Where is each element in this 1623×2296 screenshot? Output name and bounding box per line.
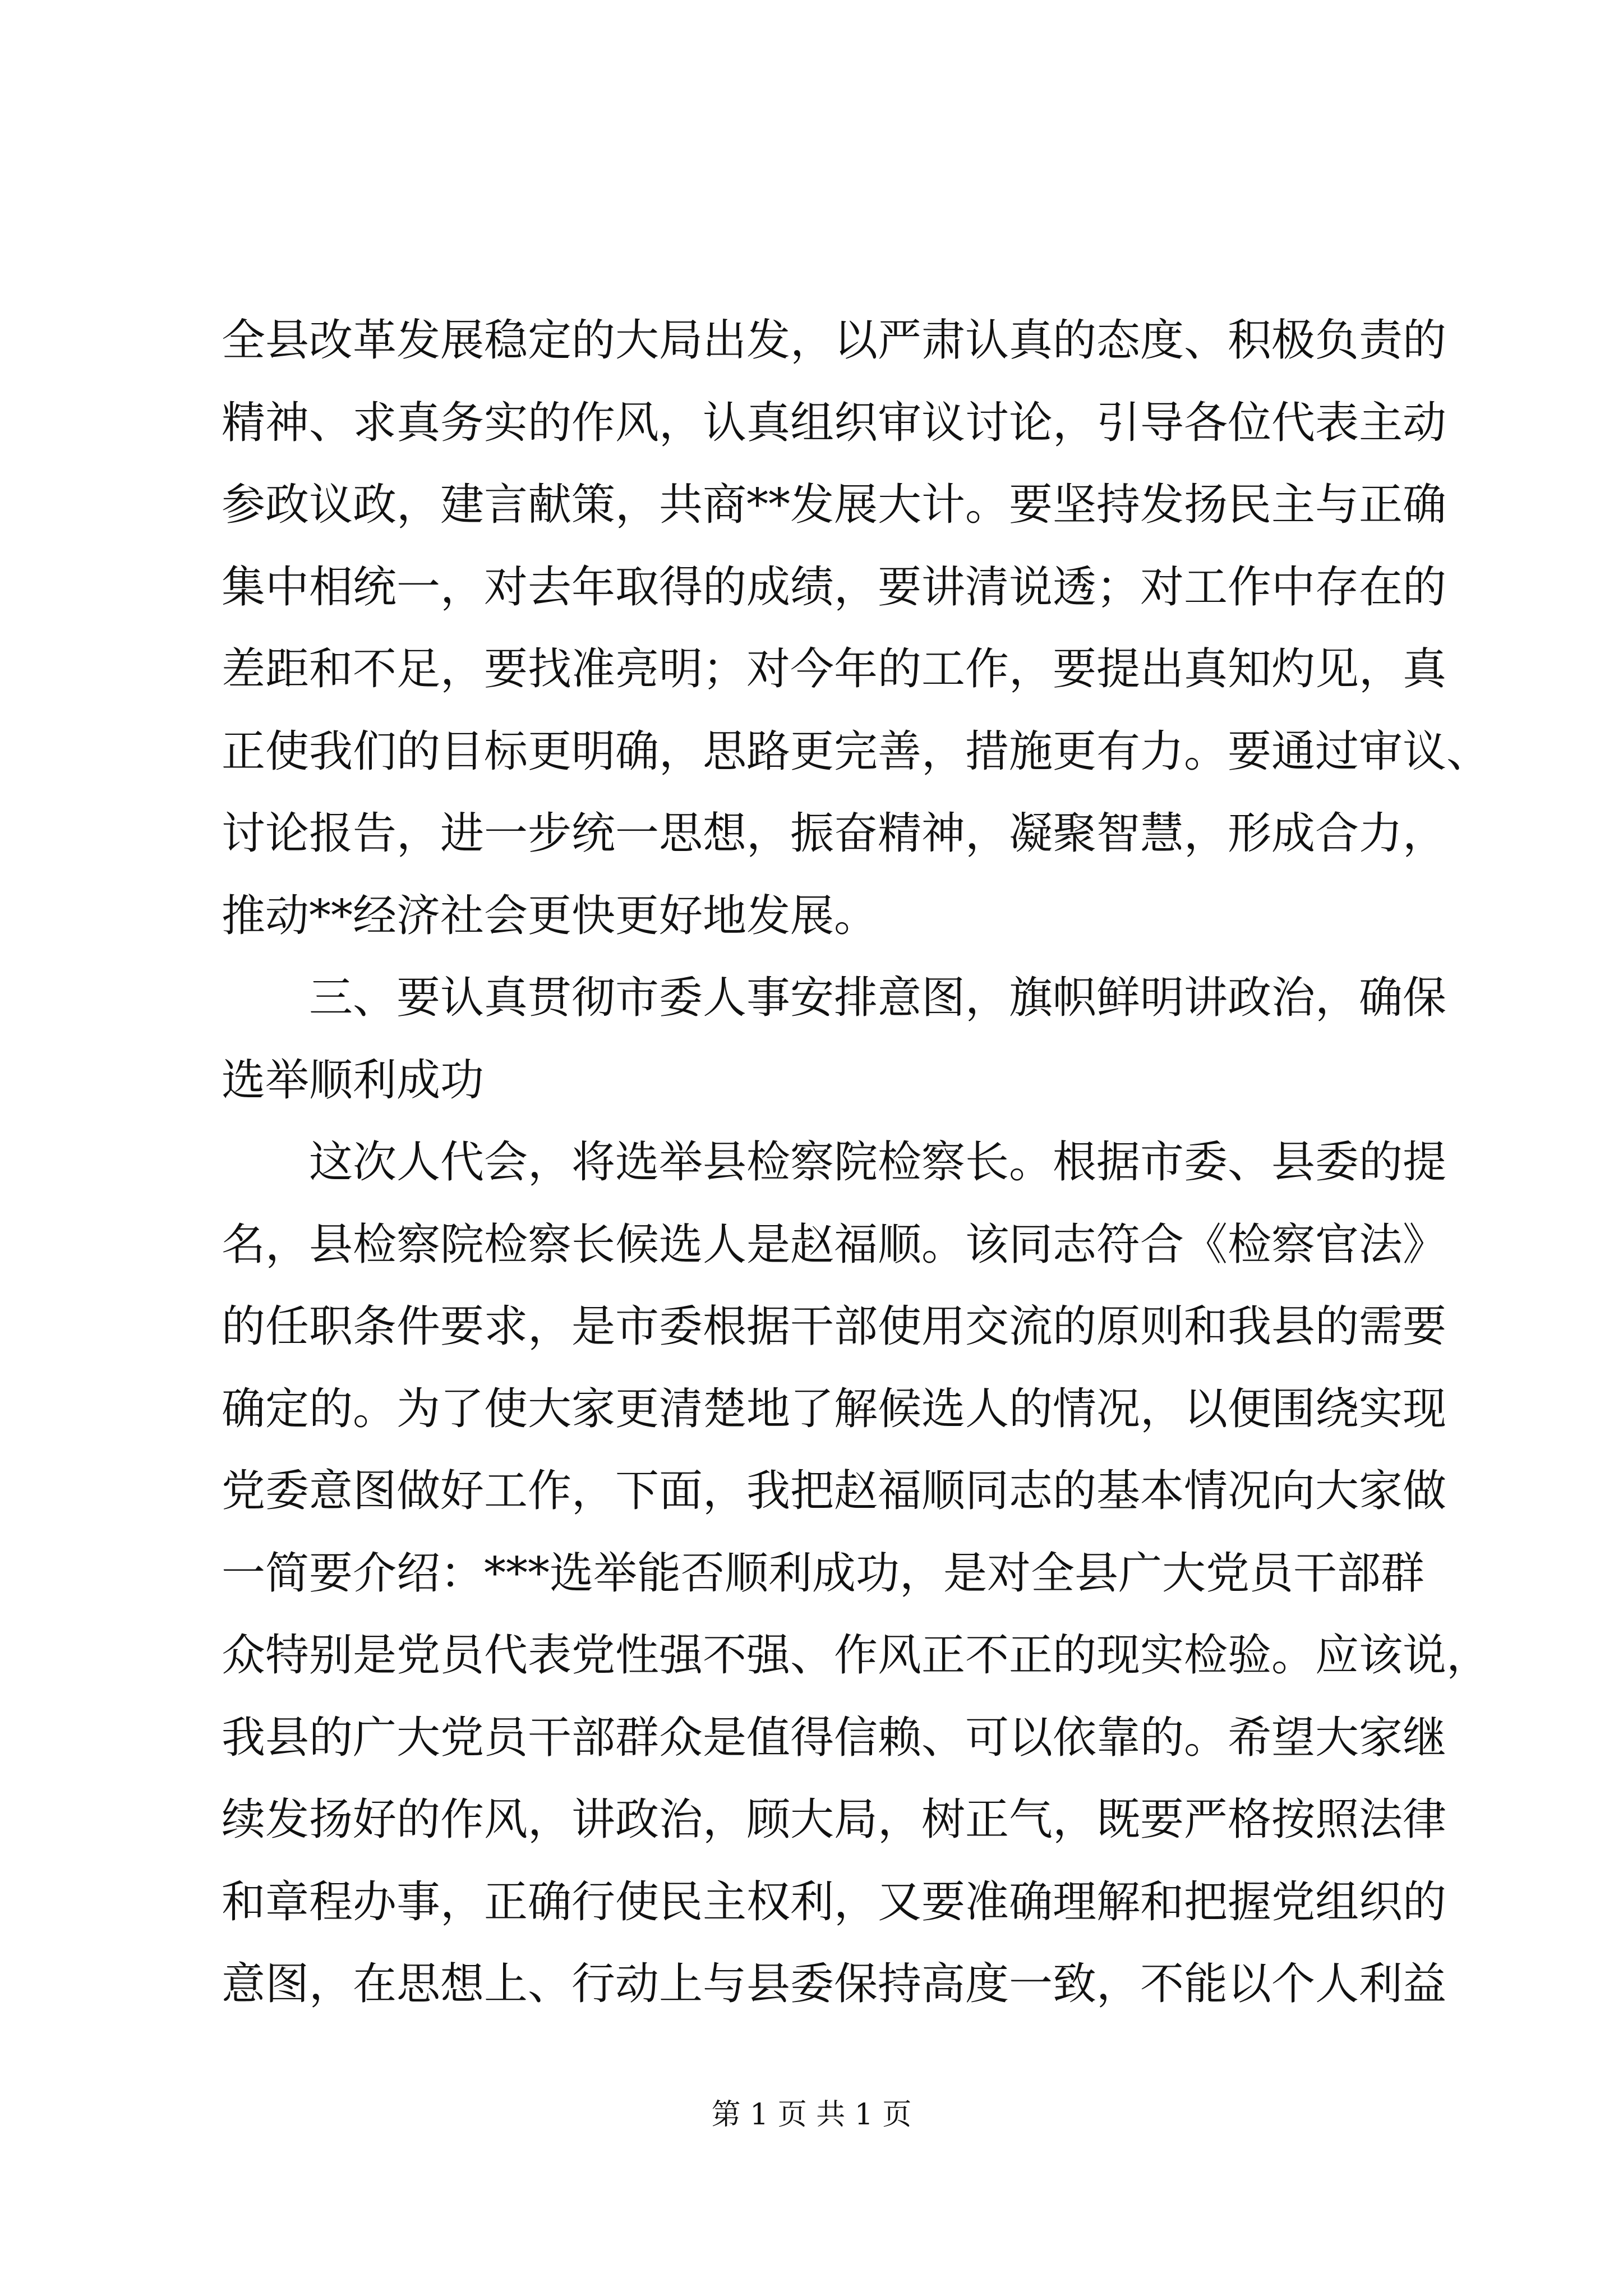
text-line: 这次人代会，将选举县检察院检察长。根据市委、县委的提 — [309, 1137, 1447, 1188]
section-heading-line: 选举顺利成功 — [222, 1055, 485, 1106]
text-line: 确定的。为了使大家更清楚地了解候选人的情况，以便围绕实现 — [222, 1383, 1447, 1434]
text-line: 参政议政，建言献策，共商**发展大计。要坚持发扬民主与正确 — [222, 480, 1447, 530]
text-line: 我县的广大党员干部群众是值得信赖、可以依靠的。希望大家继 — [222, 1712, 1447, 1763]
text-line: 意图，在思想上、行动上与县委保持高度一致，不能以个人利益 — [222, 1959, 1447, 2009]
text-line: 和章程办事，正确行使民主权利，又要准确理解和把握党组织的 — [222, 1876, 1447, 1927]
text-line: 一简要介绍：***选举能否顺利成功，是对全县广大党员干部群 — [222, 1548, 1425, 1599]
text-line: 众特别是党员代表党性强不强、作风正不正的现实检验。应该说， — [222, 1630, 1491, 1681]
text-line: 精神、求真务实的作风，认真组织审议讨论，引导各位代表主动 — [222, 397, 1447, 448]
text-line: 党委意图做好工作，下面，我把赵福顺同志的基本情况向大家做 — [222, 1466, 1447, 1516]
text-line: 正使我们的目标更明确，思路更完善，措施更有力。要通过审议、 — [222, 726, 1491, 777]
text-line: 推动**经济社会更快更好地发展。 — [222, 890, 878, 941]
text-line: 名，县检察院检察长候选人是赵福顺。该同志符合《检察官法》 — [222, 1219, 1447, 1270]
text-line: 差距和不足，要找准亮明；对今年的工作，要提出真知灼见，真 — [222, 644, 1447, 694]
page-footer: 第 1 页 共 1 页 — [711, 2098, 912, 2132]
text-line: 讨论报告，进一步统一思想，振奋精神，凝聚智慧，形成合力， — [222, 808, 1447, 859]
text-line: 续发扬好的作风，讲政治，顾大局，树正气，既要严格按照法律 — [222, 1795, 1447, 1845]
text-line: 的任职条件要求，是市委根据干部使用交流的原则和我县的需要 — [222, 1301, 1447, 1352]
body-text — [222, 300, 1491, 2026]
text-line: 全县改革发展稳定的大局出发，以严肃认真的态度、积极负责的 — [222, 315, 1447, 366]
section-heading-line: 三、要认真贯彻市委人事安排意图，旗帜鲜明讲政治，确保 — [309, 973, 1447, 1023]
text-line: 集中相统一，对去年取得的成绩，要讲清说透；对工作中存在的 — [222, 562, 1447, 613]
